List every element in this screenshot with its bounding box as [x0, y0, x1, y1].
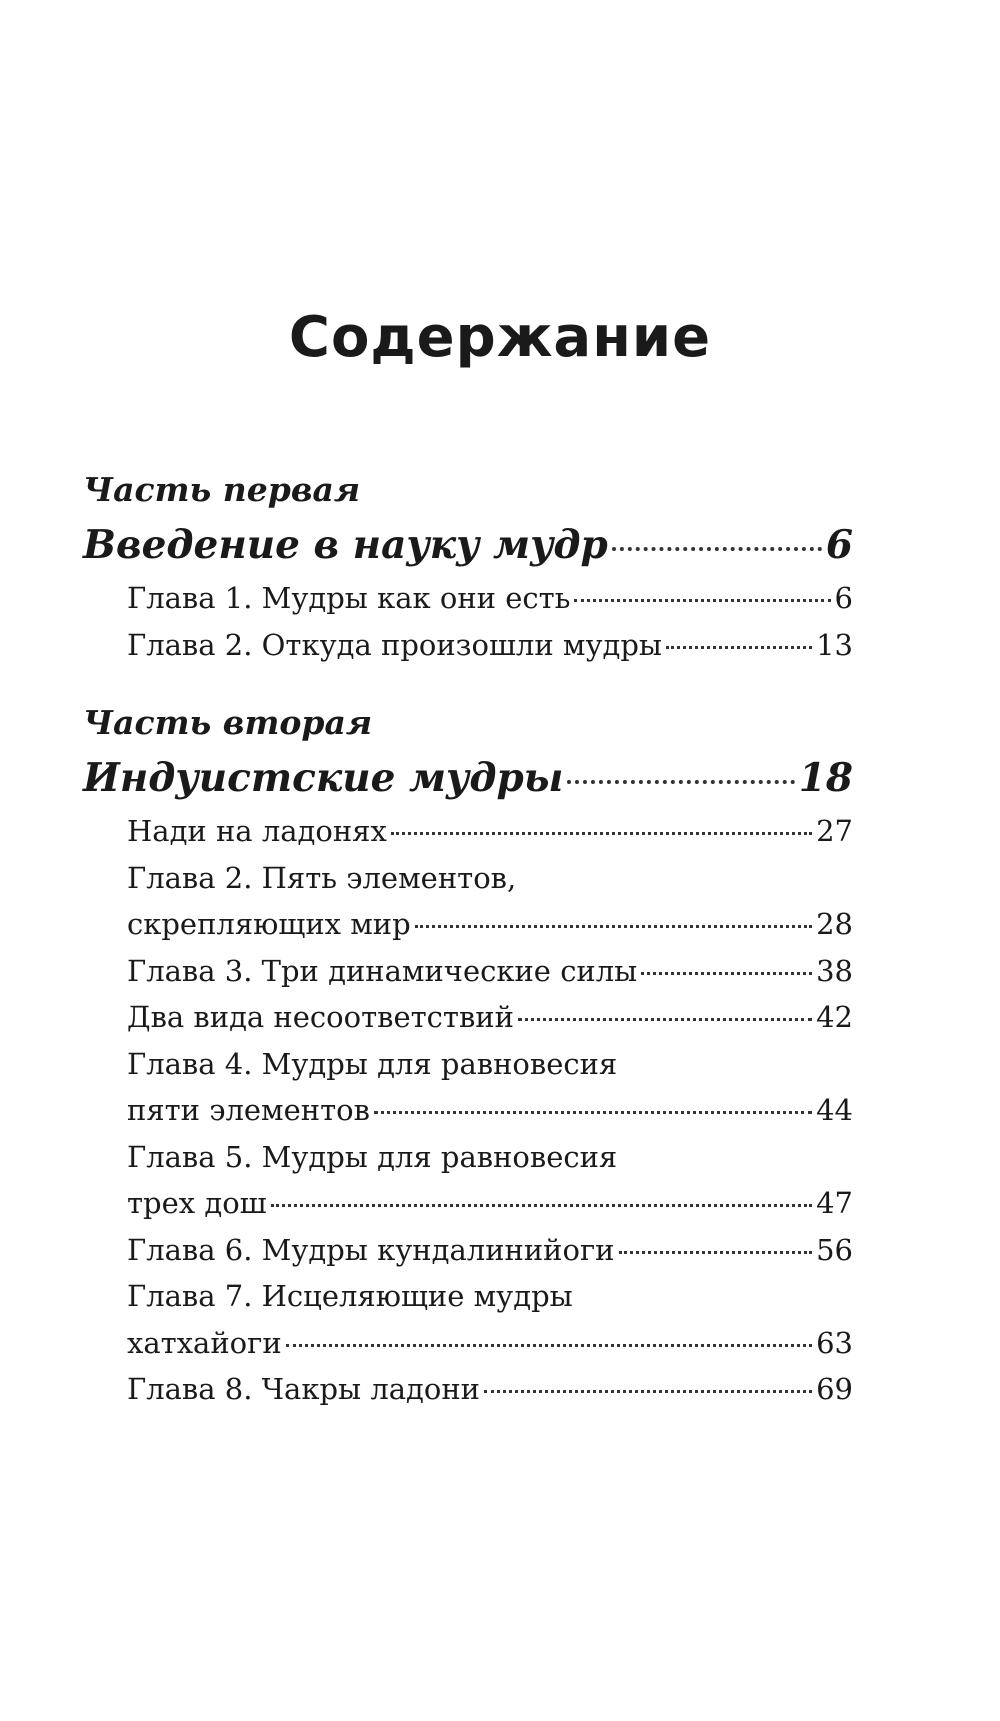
- page-number: 42: [816, 1000, 853, 1034]
- page-title: Содержание: [288, 305, 712, 370]
- dot-leader: [518, 1018, 812, 1021]
- toc-entry[interactable]: [127, 948, 853, 995]
- entry-title: Глава 1. Мудры как они есть: [127, 581, 571, 615]
- entry-title: Два вида несоответствий: [127, 1000, 514, 1034]
- dot-leader: [619, 1251, 813, 1254]
- entry-title: Глава 5. Мудры для равновесия: [127, 1139, 618, 1174]
- entry-title: Глава 8. Чакры ладони: [127, 1372, 481, 1406]
- entry-title: Глава 4. Мудры для равновесия: [127, 1046, 618, 1081]
- dot-leader: [484, 1390, 812, 1393]
- page-number: 69: [816, 1372, 853, 1406]
- toc-entry[interactable]: [127, 1366, 853, 1413]
- dot-leader: [666, 646, 812, 649]
- toc-entry[interactable]: [127, 1134, 853, 1227]
- page-number: 18: [798, 755, 853, 801]
- toc-entry[interactable]: [127, 1227, 853, 1274]
- page-number: 28: [816, 907, 853, 941]
- toc-entry[interactable]: [127, 994, 853, 1041]
- toc-part-2: [83, 698, 853, 1413]
- dot-leader: [567, 780, 794, 784]
- page-number: 47: [816, 1186, 853, 1220]
- entry-title: Глава 2. Пять элементов,: [127, 860, 517, 895]
- dot-leader: [612, 547, 822, 551]
- page-number: 6: [825, 522, 853, 568]
- part-label: Часть вторая: [83, 703, 373, 742]
- entry-title: Глава 6. Мудры кундалинийоги: [127, 1232, 615, 1267]
- toc-entry[interactable]: [127, 808, 853, 855]
- dot-leader: [271, 1204, 812, 1207]
- entry-title: Нади на ладонях: [127, 814, 387, 848]
- part-title: Индуистские мудры: [83, 755, 564, 801]
- toc-entry[interactable]: [127, 1273, 853, 1366]
- page-number: 63: [816, 1325, 853, 1360]
- entry-title: Глава 7. Исцеляющие мудры: [127, 1279, 573, 1313]
- page-number: 44: [816, 1093, 853, 1127]
- entry-title: Глава 2. Откуда произошли мудры: [127, 627, 663, 662]
- toc-entry[interactable]: [127, 575, 853, 622]
- part-title-row[interactable]: [83, 515, 853, 575]
- dot-leader: [574, 599, 830, 602]
- dot-leader: [415, 925, 812, 928]
- entry-title: хатхайоги: [127, 1325, 282, 1360]
- page-number: 38: [816, 953, 853, 988]
- toc-entry[interactable]: [127, 855, 853, 948]
- part-title-row[interactable]: [83, 748, 853, 808]
- entry-title: пяти элементов: [127, 1093, 370, 1127]
- page-number: 13: [816, 627, 853, 662]
- page-number: 6: [834, 581, 853, 615]
- part-label: Часть первая: [83, 470, 361, 509]
- toc-part-1: [83, 465, 853, 668]
- page-number: 56: [816, 1232, 853, 1267]
- dot-leader: [391, 832, 812, 835]
- dot-leader: [374, 1111, 812, 1114]
- toc-entry[interactable]: [127, 1041, 853, 1134]
- dot-leader: [286, 1344, 812, 1347]
- dot-leader: [641, 972, 812, 975]
- toc-entry[interactable]: [127, 622, 853, 669]
- entry-title: трех дош: [127, 1186, 267, 1220]
- page-number: 27: [816, 814, 853, 848]
- part-title: Введение в науку мудр: [83, 522, 608, 568]
- entry-title: скрепляющих мир: [127, 907, 411, 941]
- entry-title: Глава 3. Три динамические силы: [127, 953, 638, 988]
